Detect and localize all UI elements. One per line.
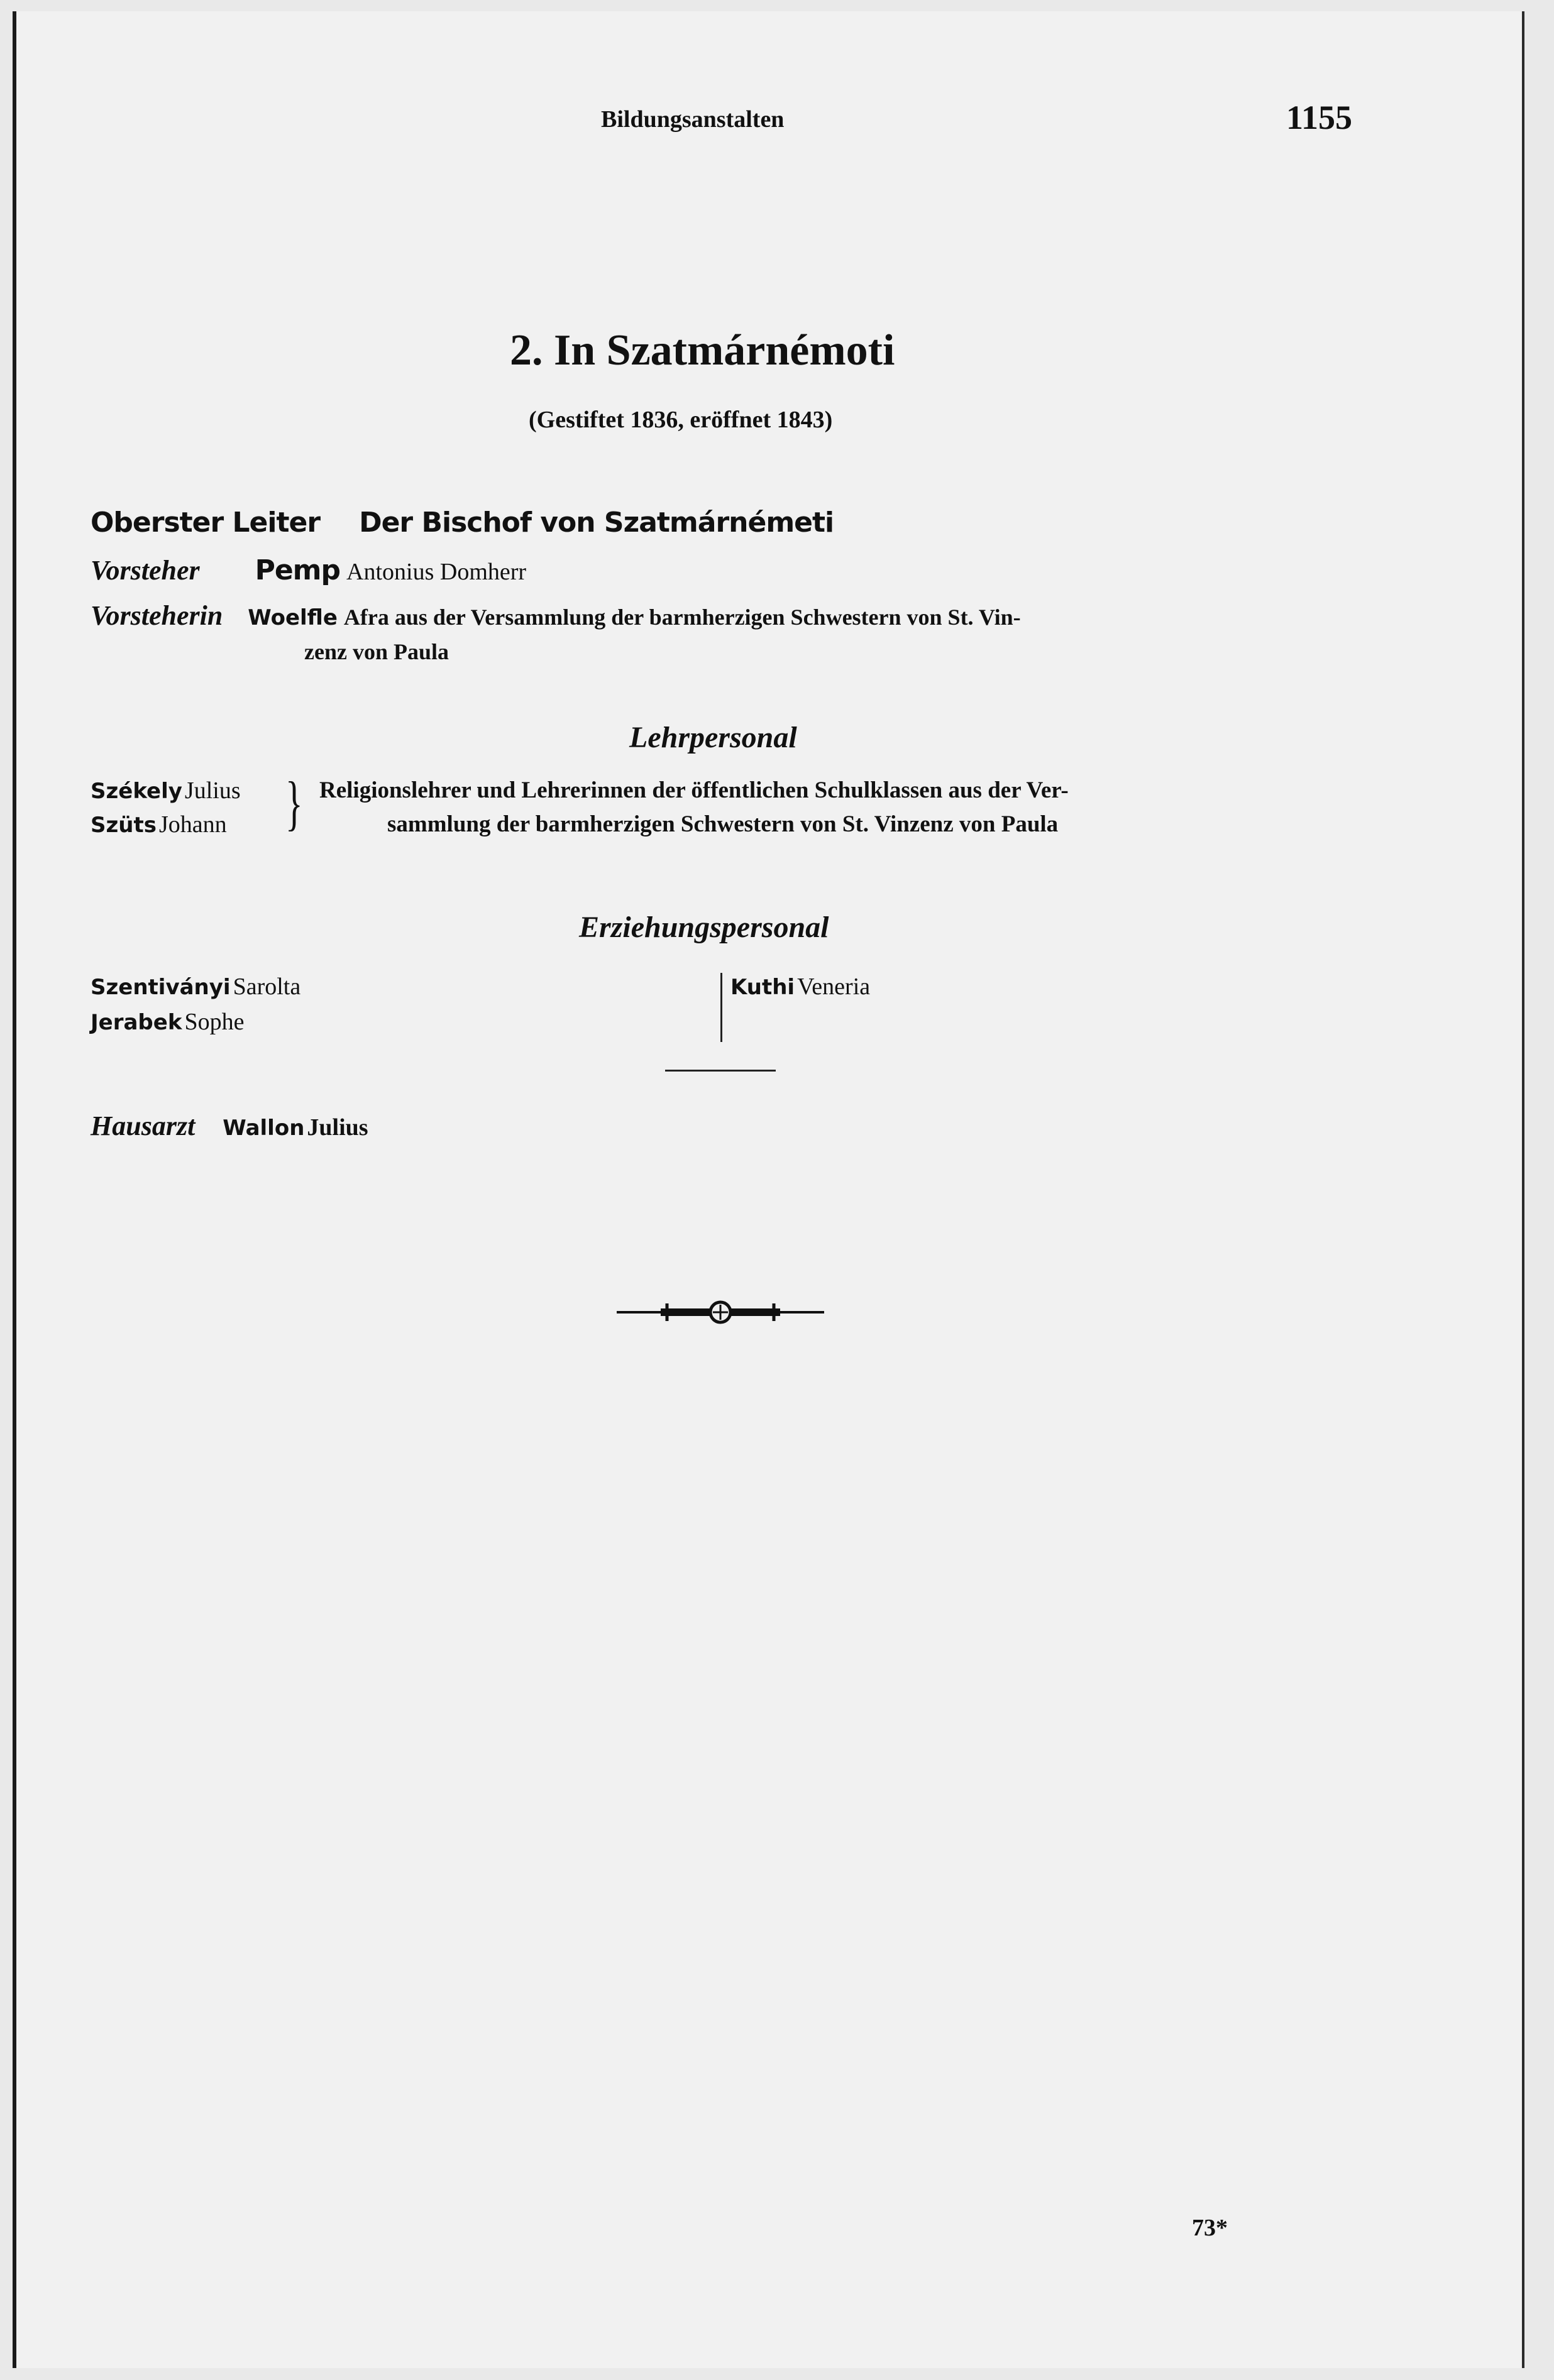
oberster-leiter-row bbox=[91, 507, 834, 539]
member-first: Sophe bbox=[184, 1009, 245, 1035]
vorsteherin-surname: Woelfle bbox=[248, 605, 338, 630]
vorsteherin-line1: Afra aus der Versammlung der barmherzigen Schwestern von St. Vin- bbox=[343, 605, 1021, 630]
lehrpersonal-description-line2: sammlung der barmherzigen Schwestern von St. Vinzenz von Paula bbox=[387, 811, 1059, 837]
member-first: Sarolta bbox=[233, 973, 301, 1000]
section-divider bbox=[665, 1070, 776, 1072]
hausarzt-first: Julius bbox=[307, 1114, 368, 1141]
founding-note: (Gestiftet 1836, eröffnet 1843) bbox=[529, 407, 833, 433]
section-title: 2. In Szatmárnémoti bbox=[510, 326, 895, 375]
member-first: Julius bbox=[184, 777, 241, 804]
page-number: 1155 bbox=[1286, 99, 1353, 136]
erziehung-member bbox=[91, 973, 300, 1001]
end-ornament-icon bbox=[617, 1300, 824, 1328]
vorsteherin-row bbox=[91, 600, 1021, 632]
vorsteherin-line2: zenz von Paula bbox=[304, 639, 449, 664]
erziehungspersonal-heading: Erziehungspersonal bbox=[579, 911, 829, 944]
lehrpersonal-member bbox=[91, 811, 227, 838]
member-surname: Jerabek bbox=[91, 1010, 182, 1035]
lehrpersonal-heading: Lehrpersonal bbox=[629, 721, 797, 754]
vorsteherin-label: Vorsteherin bbox=[91, 600, 223, 631]
oberster-leiter-value: Der Bischof von Szatmárnémeti bbox=[359, 507, 834, 539]
hausarzt-surname: Wallon bbox=[223, 1116, 305, 1141]
vorsteher-label: Vorsteher bbox=[91, 555, 200, 586]
document-page bbox=[13, 11, 1524, 2368]
member-first: Johann bbox=[158, 811, 227, 838]
vorsteher-row bbox=[91, 554, 526, 586]
lehrpersonal-description-line1: Religionslehrer und Lehrerinnen der öffentlichen Schulklassen aus der Ver- bbox=[319, 777, 1069, 803]
member-first: Veneria bbox=[797, 973, 871, 1000]
signature-mark: 73* bbox=[1192, 2215, 1228, 2241]
column-divider bbox=[720, 973, 722, 1042]
hausarzt-row bbox=[91, 1110, 368, 1142]
vorsteher-rest: Antonius Domherr bbox=[346, 559, 527, 585]
member-surname: Szentiványi bbox=[91, 975, 231, 1000]
hausarzt-label: Hausarzt bbox=[91, 1110, 196, 1141]
running-head: Bildungsanstalten bbox=[601, 106, 785, 133]
member-surname: Székely bbox=[91, 779, 182, 804]
lehrpersonal-member bbox=[91, 777, 241, 804]
member-surname: Szüts bbox=[91, 813, 157, 838]
grouping-brace: } bbox=[285, 769, 303, 836]
erziehung-member bbox=[91, 1008, 244, 1036]
oberster-leiter-label: Oberster Leiter bbox=[91, 507, 321, 539]
erziehung-member bbox=[730, 973, 870, 1001]
member-surname: Kuthi bbox=[730, 975, 795, 1000]
vorsteher-surname: Pemp bbox=[255, 554, 341, 586]
